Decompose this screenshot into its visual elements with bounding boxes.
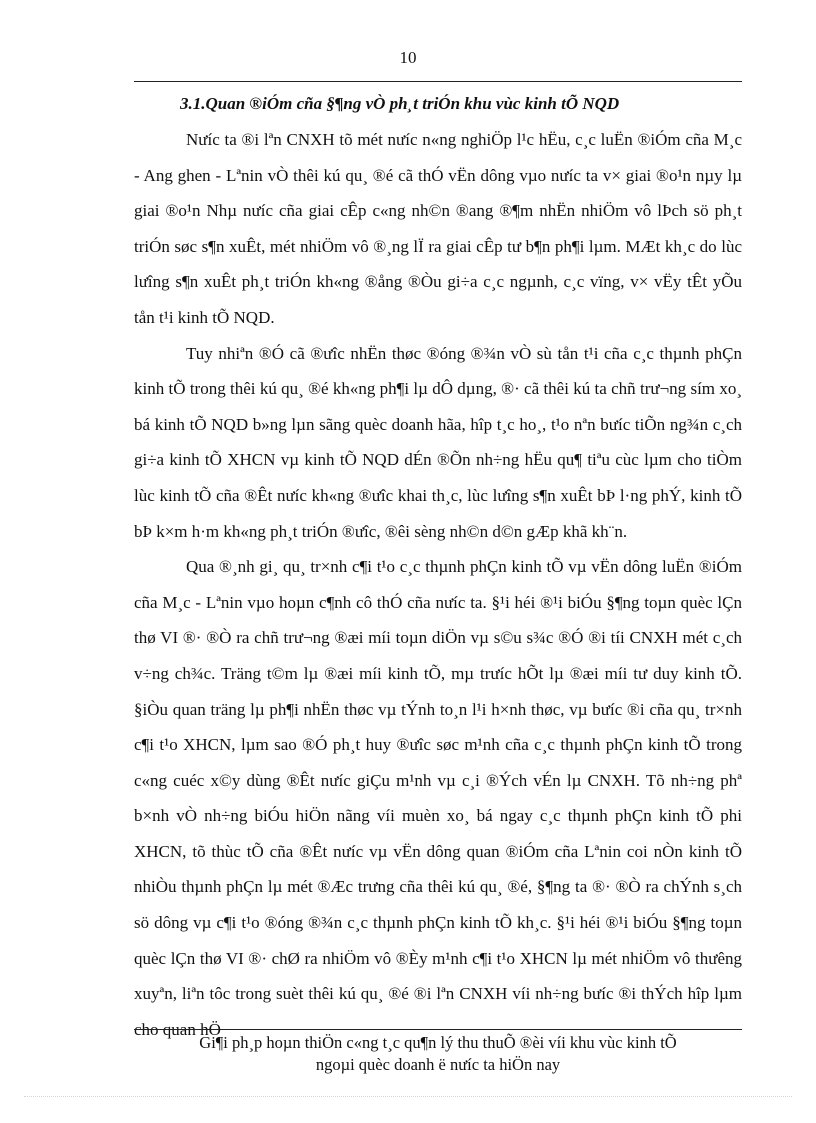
footer-title-line-1: Gi¶i ph¸p hoµn thiÖn c«ng t¸c qu¶n lý thu thuÕ ®èi víi khu vùc kinh tÕ — [199, 1033, 677, 1052]
paragraph-3: Qua ®¸nh gi¸ qu¸ tr×nh c¶i t¹o c¸c thµnh phÇn kinh tÕ vµ vËn dông luËn ®iÓm cña M¸c - Lªnin vµo hoµn c¶nh cô thÓ cña nưíc ta. §¹i héi ®¹i biÓu §¶ng toµn quèc lÇn thø VI ®· ®Ò ra chñ trư¬ng ®æi míi toµn diÖn vµ s©u s¾c ®Ó ®i tíi CNXH mét c¸ch v÷ng ch¾c. Träng t©m lµ ®æi míi kinh tÕ, mµ trưíc hÕt lµ ®æi míi tư duy kinh tÕ. §iÒu quan träng lµ ph¶i nhËn thøc vµ tÝnh to¸n l¹i h×nh thøc, vµ bưíc ®i cña qu¸ tr×nh c¶i t¹o XHCN, lµm sao ®Ó ph¸t huy ®ưîc søc m¹nh cña c¸c thµnh phÇn kinh tÕ trong c«ng cuéc x©y dùng ®Êt nưíc giÇu m¹nh vµ c¸i ®Ých vÉn lµ CNXH. Tõ nh÷ng phª b×nh vÒ nh÷ng biÓu hiÖn nãng víi muèn xo¸ bá ngay c¸c thµnh phÇn kinh tÕ phi XHCN, tõ thùc tÕ cña ®Êt nưíc vµ vËn dông quan ®iÓm cña Lªnin coi nÒn kinh tÕ nhiÒu thµnh phÇn lµ mét ®Æc trưng cña thêi kú qu¸ ®é, §¶ng ta ®· ®Ò ra chÝnh s¸ch sö dông vµ c¶i t¹o ®óng ®¾n c¸c thµnh phÇn kinh tÕ kh¸c. §¹i héi ®¹i biÓu §¶ng toµn quèc lÇn thø VI ®· chØ ra nhiÖm vô ®Èy m¹nh c¶i t¹o XHCN lµ mét nhiÖm vô thưêng xuyªn, liªn tôc trong suèt thêi kú qu¸ ®é ®i lªn CNXH víi nh÷ng bưíc ®i thÝch hîp lµm cho quan hÖ — [134, 557, 742, 1039]
page-bottom-dotted-line — [24, 1096, 792, 1097]
footer-divider — [134, 1029, 742, 1030]
running-footer — [134, 1032, 742, 1076]
section-heading: 3.1.Quan ®iÓm cña §¶ng vÒ ph¸t triÓn khu vùc kinh tÕ NQD — [180, 94, 620, 113]
paragraph-1: Nưíc ta ®i lªn CNXH tõ mét nưíc n«ng nghiÖp l¹c hËu, c¸c luËn ®iÓm cña M¸c - Ang ghen - Lªnin vÒ thêi kú qu¸ ®é cã thÓ vËn dông vµo nưíc ta v× giai ®o¹n nµy lµ giai ®o¹n Nhµ nưíc cña giai cÊp c«ng nh©n ®ang ®¶m nhËn nhiÖm vô lÞch sö ph¸t triÓn søc s¶n xuÊt, mét nhiÖm vô ®¸ng lÏ ra giai cÊp tư b¶n ph¶i lµm. MÆt kh¸c do lùc lưîng s¶n xuÊt ph¸t triÓn kh«ng ®ång ®Òu gi÷a c¸c ngµnh, c¸c vïng, v× vËy tÊt yÕu tån t¹i kinh tÕ NQD. — [134, 130, 742, 327]
body-text — [134, 122, 742, 1047]
paragraph-2: Tuy nhiªn ®Ó cã ®ưîc nhËn thøc ®óng ®¾n vÒ sù tån t¹i cña c¸c thµnh phÇn kinh tÕ trong thêi kú qu¸ ®é kh«ng ph¶i lµ dÔ dµng, ®· cã thêi kú ta chñ trư¬ng sím xo¸ bá kinh tÕ NQD b»ng lµn sãng quèc doanh hãa, hîp t¸c ho¸, t¹o nªn bưíc tiÕn ng¾n c¸ch gi÷a kinh tÕ XHCN vµ kinh tÕ NQD dÉn ®Õn nh÷ng hËu qu¶ tiªu cùc lµm cho tiÒm lùc kinh tÕ cña ®Êt nưíc kh«ng ®ưîc khai th¸c, lùc lưîng s¶n xuÊt bÞ l·ng phÝ, kinh tÕ bÞ k×m h·m kh«ng ph¸t triÓn ®ưîc, ®êi sèng nh©n d©n gÆp khã kh¨n. — [134, 343, 742, 541]
page-number: 10 — [399, 48, 417, 67]
footer-title-line-2: ngoµi quèc doanh ë nưíc ta hiÖn nay — [315, 1055, 561, 1074]
header-divider — [134, 81, 742, 82]
